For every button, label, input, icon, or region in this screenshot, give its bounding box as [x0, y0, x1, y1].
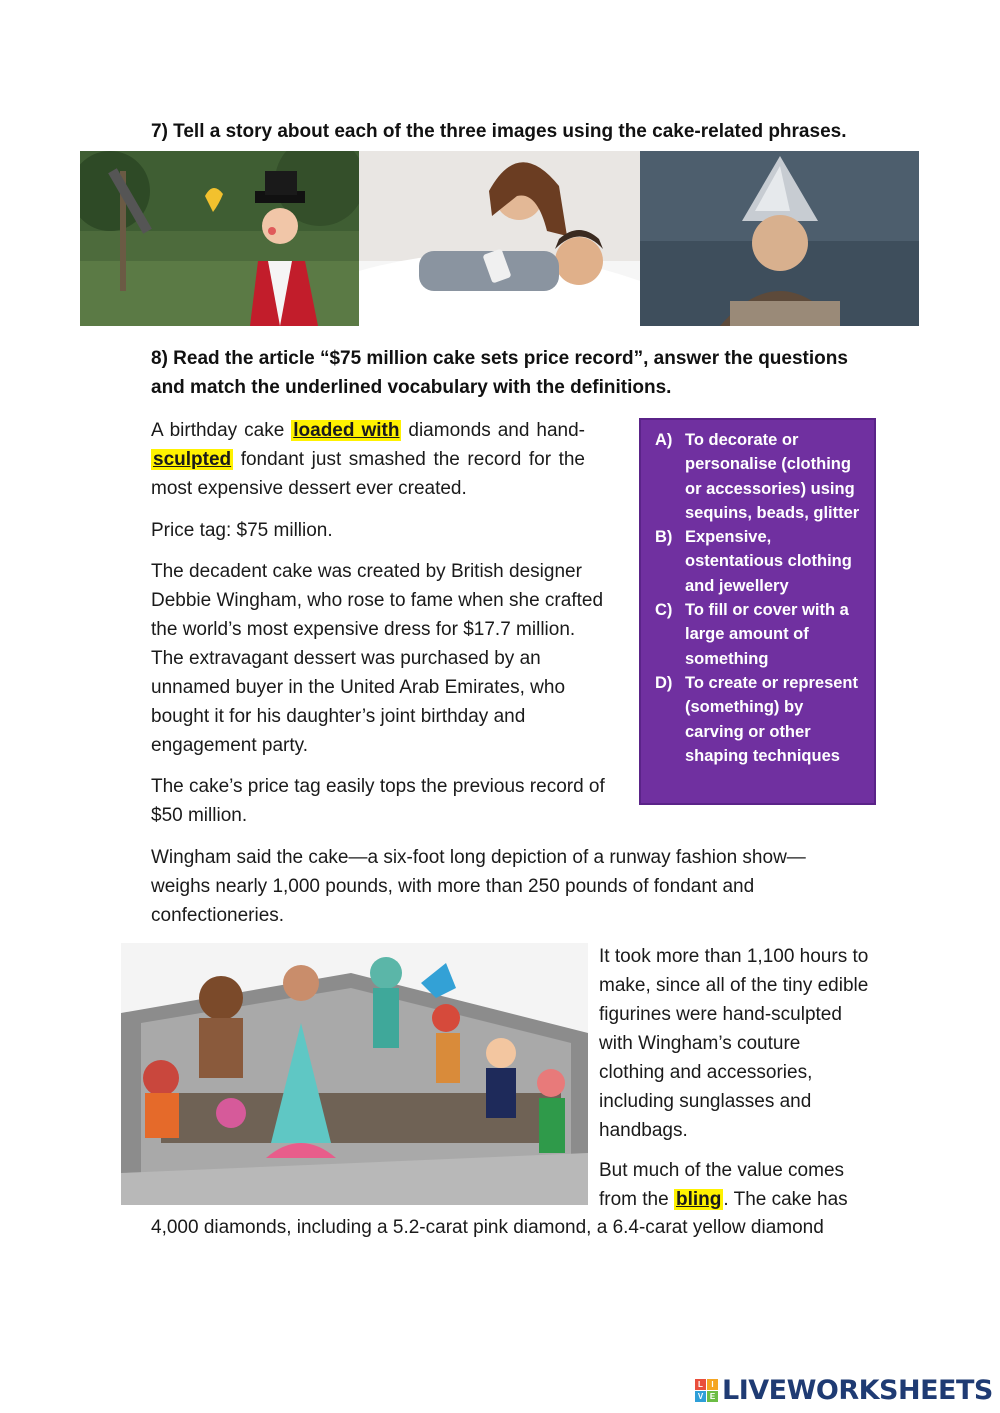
definition-text: To decorate or personalise (clothing or accessories) using sequins, beads, glitter — [685, 431, 860, 522]
couple-in-bed-photo — [359, 151, 640, 326]
article-paragraph-6: It took more than 1,100 hours to make, since all of the tiny edible figurines were hand-sculpted with Wingham’s couture clothing and accessories, including sunglasses and handbags. — [599, 946, 869, 1141]
article-paragraph-8: 4,000 diamonds, including a 5.2-carat pink diamond, a 6.4-carat yellow diamond — [151, 1217, 824, 1238]
tinfoil-hat-photo — [640, 151, 919, 326]
definition-letter: D) — [655, 673, 673, 692]
section-8-heading-line2: and match the underlined vocabulary with the definitions. — [151, 377, 672, 398]
logo-letter: E — [707, 1391, 718, 1402]
article-paragraph-1 — [151, 416, 585, 503]
vocab-sculpted: sculpted — [153, 449, 232, 470]
liveworksheets-logo — [695, 1375, 993, 1406]
vocab-bling: bling — [675, 1189, 722, 1210]
juggler-photo — [80, 151, 359, 326]
logo-text: LIVEWORKSHEETS — [722, 1375, 993, 1406]
definition-item — [655, 598, 864, 671]
logo-letter: V — [695, 1391, 706, 1402]
definition-letter: A) — [655, 431, 673, 449]
definition-text: Expensive, ostentatious clothing and jewellery — [685, 528, 852, 595]
definition-letter: C) — [655, 601, 673, 620]
logo-letter: L — [695, 1379, 706, 1390]
article-paragraph-4: The cake’s price tag easily tops the previous record of $50 million. — [151, 776, 605, 826]
article-text: diamonds and hand- — [401, 420, 586, 441]
article-paragraph-7 — [599, 1156, 869, 1214]
article-paragraph-5: Wingham said the cake—a six-foot long depiction of a runway fashion show—weighs nearly 1,000 pounds, with more than 250 pounds of fondant and confectioneries. — [151, 847, 806, 926]
article-text: fondant just smashed the record for the most expensive dessert ever created. — [151, 449, 585, 499]
definition-item — [655, 428, 864, 525]
definition-text: To fill or cover with a large amount of something — [685, 601, 849, 668]
article-paragraph-2: Price tag: $75 million. — [151, 520, 333, 541]
article-text: But much of the value comes from the — [599, 1160, 845, 1210]
section-7-heading: 7) Tell a story about each of the three images using the cake-related phrases. — [151, 121, 847, 142]
definition-item — [655, 671, 864, 768]
logo-letter: I — [707, 1379, 718, 1390]
article-text: A birthday cake — [151, 420, 292, 441]
cake-figurines-photo — [121, 943, 588, 1205]
article-paragraph-3: The decadent cake was created by British designer Debbie Wingham, who rose to fame when she crafted the world’s most expensive dress for $17.7 million. The extravagant dessert was purchased by an unnamed buyer in the United Arab Emirates, who bought it for his daughter’s joint birthday and engagement party. — [151, 561, 604, 756]
definition-item — [655, 525, 864, 598]
section-8-heading-line1: 8) Read the article “$75 million cake sets price record”, answer the questions — [151, 348, 848, 369]
vocab-loaded-with: loaded with — [293, 420, 400, 441]
article-text: . The cake has — [723, 1189, 848, 1210]
logo-mark-icon — [695, 1379, 718, 1402]
definition-text: To create or represent (something) by carving or other shaping techniques — [685, 673, 859, 765]
definition-letter: B) — [655, 528, 673, 547]
definitions-box — [639, 418, 876, 805]
